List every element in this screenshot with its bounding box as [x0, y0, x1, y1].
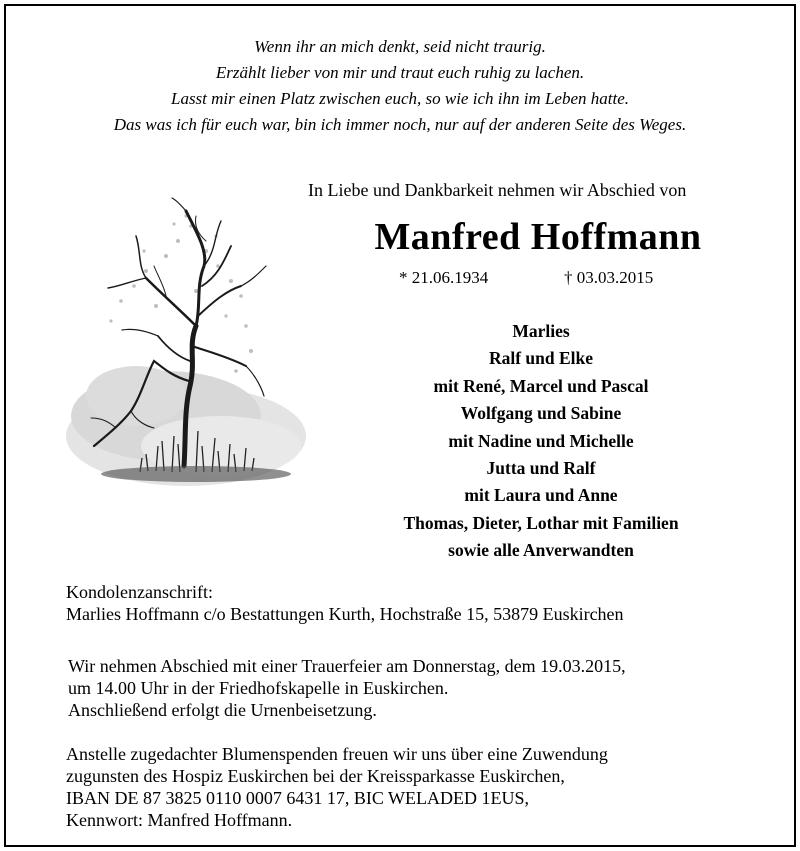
funeral-info: [68, 655, 626, 721]
mourner-line: mit Laura und Anne: [464, 485, 618, 506]
condolence-label: Kondolenzanschrift:: [66, 582, 213, 602]
mourner-line: mit Nadine und Michelle: [448, 430, 634, 451]
mourner-line: mit René, Marcel und Pascal: [433, 375, 649, 396]
poem-line: Lasst mir einen Platz zwischen euch, so wie ich ihn im Leben hatte.: [170, 89, 629, 108]
deceased-name: Manfred Hoffmann: [374, 216, 702, 258]
donation-line: Anstelle zugedachter Blumenspenden freuen wir uns über eine Zuwendung: [66, 744, 608, 764]
donation-line: Kennwort: Manfred Hoffmann.: [66, 810, 293, 830]
obituary-card: [4, 4, 796, 847]
mourner-line: Marlies: [512, 321, 570, 341]
death-date: † 03.03.2015: [564, 268, 654, 287]
mourners-list: [336, 318, 746, 565]
tree-illustration: [46, 196, 316, 491]
funeral-line: Anschließend erfolgt die Urnenbeisetzung.: [68, 700, 377, 720]
poem: [6, 34, 794, 138]
donation-line: IBAN DE 87 3825 0110 0007 6431 17, BIC WELADED 1EUS,: [66, 788, 529, 808]
funeral-line: Wir nehmen Abschied mit einer Trauerfeier am Donnerstag, dem 19.03.2015,: [68, 656, 626, 676]
mourner-line: Jutta und Ralf: [486, 458, 596, 479]
tree-icon: [46, 196, 316, 491]
funeral-line: um 14.00 Uhr in der Friedhofskapelle in Euskirchen.: [68, 678, 449, 698]
mourner-line: sowie alle Anverwandten: [448, 540, 634, 561]
mourner-line: Ralf und Elke: [488, 348, 594, 369]
birth-date: * 21.06.1934: [399, 268, 489, 287]
intro-text: In Liebe und Dankbarkeit nehmen wir Abschied von: [308, 180, 687, 200]
mourner-line: Wolfgang und Sabine: [460, 403, 622, 424]
mourner-line: Thomas, Dieter, Lothar mit Familien: [403, 512, 679, 533]
donation-line: zugunsten des Hospiz Euskirchen bei der Kreissparkasse Euskirchen,: [66, 766, 565, 786]
poem-line: Erzählt lieber von mir und traut euch ruhig zu lachen.: [215, 63, 585, 82]
poem-line: Das was ich für euch war, bin ich immer noch, nur auf der anderen Seite des Weges.: [113, 115, 687, 134]
poem-line: Wenn ihr an mich denkt, seid nicht traurig.: [254, 37, 546, 56]
condolence-address: [66, 581, 624, 625]
donation-info: [66, 743, 608, 831]
condolence-address-line: Marlies Hoffmann c/o Bestattungen Kurth, Hochstraße 15, 53879 Euskirchen: [66, 604, 624, 624]
